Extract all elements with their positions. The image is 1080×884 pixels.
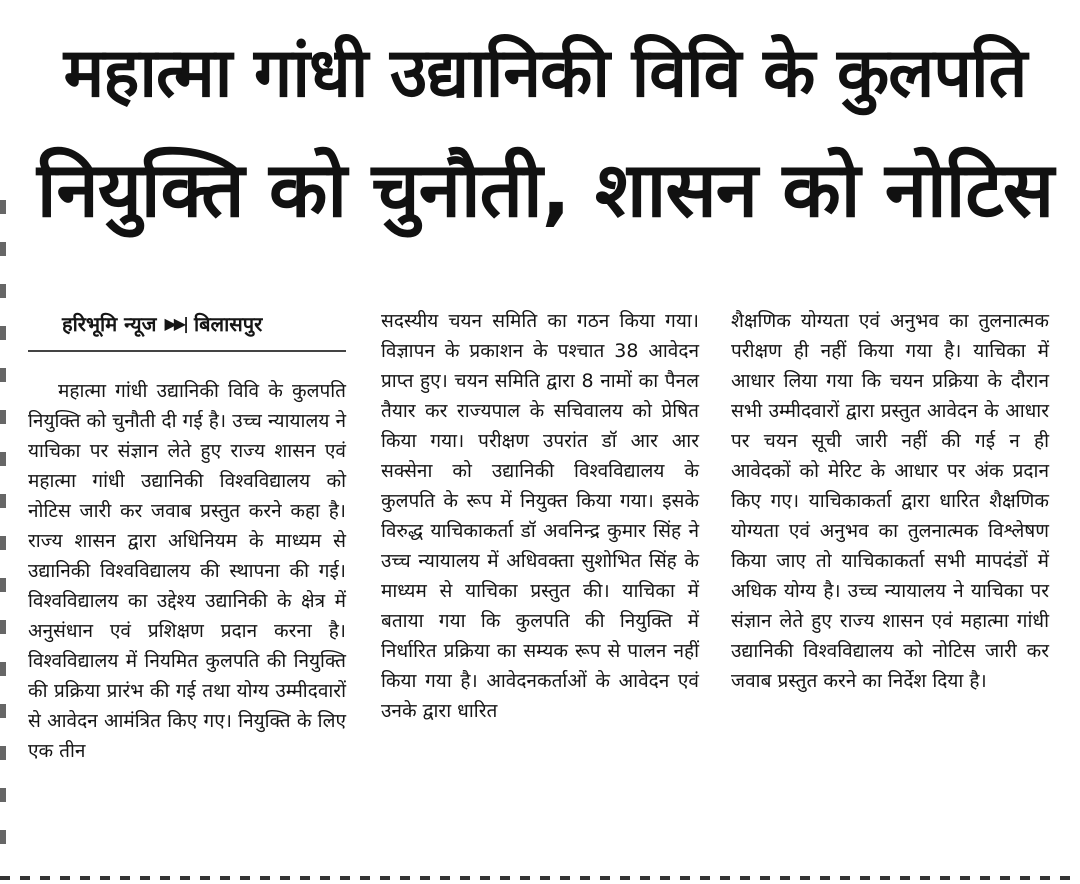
article-column-1 <box>28 308 346 766</box>
article-text-column-1: महात्मा गांधी उद्यानिकी विवि के कुलपति नियुक्ति को चुनौती दी गई है। उच्च न्यायालय ने याचिका पर संज्ञान लेते हुए राज्य शासन एवं महात्मा गांधी उद्यानिकी विश्वविद्यालय को नोटिस जारी कर जवाब प्रस्तुत करने कहा है। राज्य शासन द्वारा अधिनियम के माध्यम से उद्यानिकी विश्वविद्यालय की स्थापना की गई। विश्वविद्यालय का उद्देश्य उद्यानिकी के क्षेत्र में अनुसंधान एवं प्रशिक्षण प्रदान करना है। विश्वविद्यालय में नियमित कुलपति की नियुक्ति की प्रक्रिया प्रारंभ की गई तथा योग्य उम्मीदवारों से आवेदन आमंत्रित किए गए। नियुक्ति के लिए एक तीन <box>28 380 346 762</box>
byline <box>28 308 346 352</box>
headline-line-1: महात्मा गांधी उद्यानिकी विवि के कुलपति <box>63 34 1027 113</box>
byline-location: बिलासपुर <box>193 312 263 336</box>
double-chevron-right-icon: ▶▶| <box>164 314 186 333</box>
headline-line-2: नियुक्ति को चुनौती, शासन को नोटिस <box>36 145 1054 234</box>
bottom-dashed-rule <box>0 876 1080 880</box>
article-text-column-3: शैक्षणिक योग्यता एवं अनुभव का तुलनात्मक परीक्षण ही नहीं किया गया है। याचिका में आधार लिया गया कि चयन प्रक्रिया के दौरान सभी उम्मीदवारों द्वारा प्रस्तुत आवेदन के आधार पर चयन सूची जारी नहीं की गई न ही आवेदकों को मेरिट के आधार पर अंक प्रदान किए गए। याचिकाकर्ता द्वारा धारित शैक्षणिक योग्यता एवं अनुभव का तुलनात्मक विश्लेषण किया जाए तो याचिकाकर्ता सभी मापदंडों में अधिक योग्य है। उच्च न्यायालय ने याचिका पर संज्ञान लेते हुए राज्य शासन एवं महात्मा गांधी उद्यानिकी विश्वविद्यालय को नोटिस जारी कर जवाब प्रस्तुत करने का निर्देश दिया है। <box>731 310 1049 692</box>
article-column-3 <box>731 306 1049 696</box>
article-column-2 <box>381 306 699 726</box>
byline-source: हरिभूमि न्यूज <box>62 312 157 336</box>
article-text-column-2: सदस्यीय चयन समिति का गठन किया गया। विज्ञापन के प्रकाशन के पश्चात 38 आवेदन प्राप्त हुए। चयन समिति द्वारा 8 नामों का पैनल तैयार कर राज्यपाल के सचिवालय को प्रेषित किया गया। परीक्षण उपरांत डॉ आर आर सक्सेना को उद्यानिकी विश्वविद्यालय के कुलपति के रूप में नियुक्त किया गया। इसके विरुद्ध याचिकाकर्ता डॉ अवनिन्द्र कुमार सिंह ने उच्च न्यायालय में अधिवक्ता सुशोभित सिंह के माध्यम से याचिका प्रस्तुत की। याचिका में बताया गया कि कुलपति की नियुक्ति में निर्धारित प्रक्रिया का सम्यक रूप से पालन नहीं किया गया है। आवेदनकर्ताओं के आवेदन एवं उनके द्वारा धारित <box>381 310 699 722</box>
left-column-edge-marks <box>0 200 6 850</box>
headline <box>30 18 1060 250</box>
